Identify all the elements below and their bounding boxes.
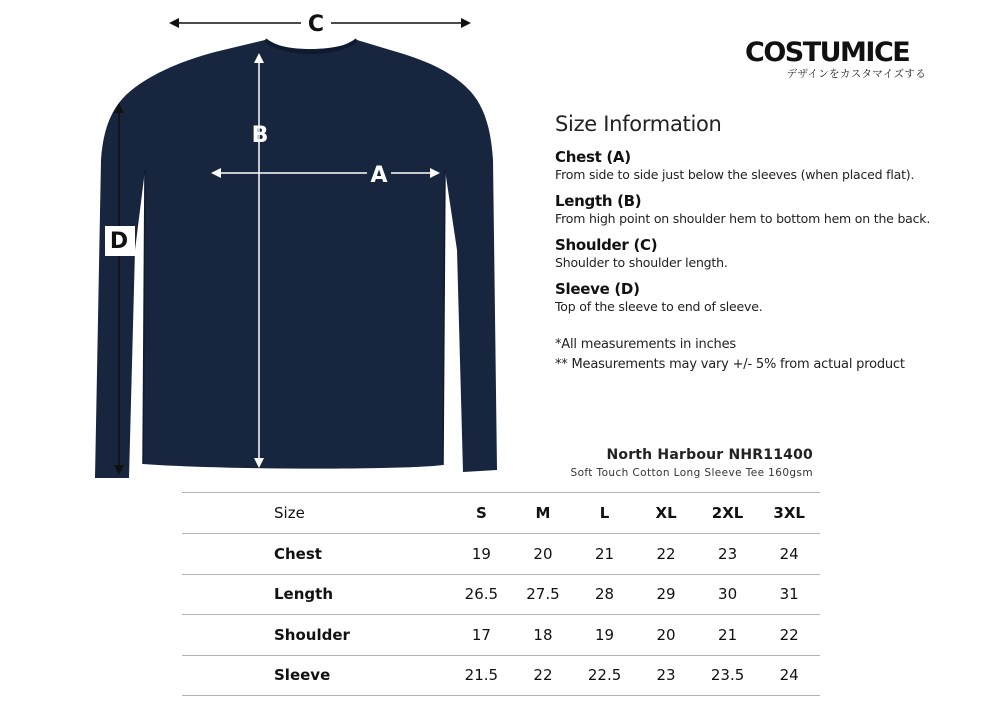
size-chart-table — [182, 492, 820, 696]
table-cell: 22 — [758, 615, 820, 656]
table-cell: 30 — [697, 574, 759, 615]
size-info-desc: Shoulder to shoulder length. — [555, 255, 728, 270]
table-header-row — [182, 493, 820, 534]
table-cell: 17 — [451, 615, 513, 656]
table-cell: 21.5 — [451, 655, 513, 696]
table-cell: 19 — [451, 534, 513, 575]
size-column-header: 3XL — [758, 493, 820, 534]
dimension-c-label: C — [307, 12, 325, 37]
table-cell: 27.5 — [512, 574, 574, 615]
table-cell: 18 — [512, 615, 574, 656]
tshirt-illustration — [105, 0, 505, 490]
brand-logo — [745, 38, 930, 81]
row-label: Length — [182, 574, 451, 615]
measurement-notes — [555, 335, 985, 375]
size-column-header: L — [574, 493, 636, 534]
table-cell: 23 — [635, 655, 696, 696]
table-cell: 20 — [635, 615, 696, 656]
note-variance: ** Measurements may vary +/- 5% from actual product — [555, 357, 905, 372]
size-info-item-shoulder — [555, 236, 985, 271]
size-info-term: Shoulder (C) — [555, 236, 658, 254]
size-column-header: XL — [635, 493, 696, 534]
size-info-desc: From side to side just below the sleeves (when placed flat). — [555, 167, 915, 182]
table-cell: 23.5 — [697, 655, 759, 696]
table-header-label: Size — [182, 493, 451, 534]
table-cell: 24 — [758, 534, 820, 575]
product-description: Soft Touch Cotton Long Sleeve Tee 160gsm — [570, 467, 813, 479]
row-label: Sleeve — [182, 655, 451, 696]
table-cell: 21 — [574, 534, 636, 575]
size-info-item-chest — [555, 148, 985, 183]
table-cell: 20 — [512, 534, 574, 575]
table-cell: 24 — [758, 655, 820, 696]
table-cell: 29 — [635, 574, 696, 615]
size-info-title: Size Information — [555, 112, 722, 136]
tshirt-diagram — [105, 0, 505, 490]
size-info-term: Length (B) — [555, 192, 642, 210]
size-info-desc: From high point on shoulder hem to bottom hem on the back. — [555, 211, 931, 226]
size-column-header: S — [451, 493, 513, 534]
table-row — [182, 534, 820, 575]
table-cell: 28 — [574, 574, 636, 615]
brand-name: COSTUMICE — [745, 37, 910, 68]
table-cell: 19 — [574, 615, 636, 656]
tshirt-body — [95, 40, 497, 478]
size-info-term: Sleeve (D) — [555, 280, 640, 298]
product-name: North Harbour NHR11400 — [606, 447, 813, 463]
table-cell: 26.5 — [451, 574, 513, 615]
table-cell: 22 — [635, 534, 696, 575]
dimension-d-label: D — [109, 229, 129, 254]
size-info-item-length — [555, 192, 985, 227]
table-cell: 22.5 — [574, 655, 636, 696]
size-column-header: M — [512, 493, 574, 534]
table-row — [182, 574, 820, 615]
dimension-b-label: B — [251, 123, 269, 148]
table-row — [182, 615, 820, 656]
table-cell: 23 — [697, 534, 759, 575]
size-info-term: Chest (A) — [555, 148, 631, 166]
size-column-header: 2XL — [697, 493, 759, 534]
row-label: Chest — [182, 534, 451, 575]
table-row — [182, 655, 820, 696]
row-label: Shoulder — [182, 615, 451, 656]
table-cell: 22 — [512, 655, 574, 696]
table-cell: 21 — [697, 615, 759, 656]
size-info-desc: Top of the sleeve to end of sleeve. — [555, 299, 763, 314]
product-heading — [571, 445, 814, 481]
note-units: *All measurements in inches — [555, 337, 736, 352]
brand-tagline: デザインをカスタマイズする — [786, 68, 926, 80]
size-information — [555, 112, 985, 375]
table-cell: 31 — [758, 574, 820, 615]
dimension-a-label: A — [370, 163, 388, 188]
size-info-item-sleeve — [555, 280, 985, 315]
